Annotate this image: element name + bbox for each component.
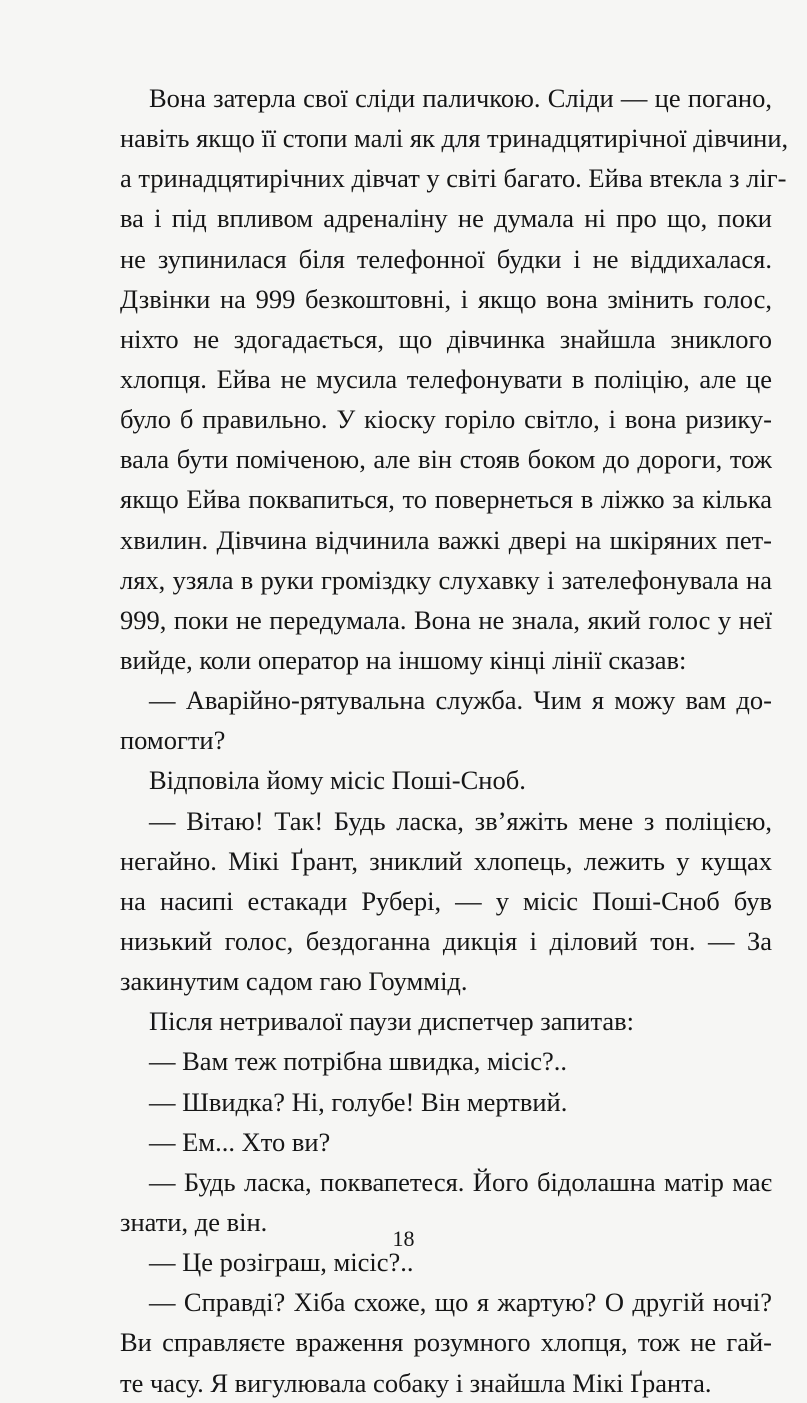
text-line: Вона затерла свої сліди паличкою. Сліди — це погано, bbox=[149, 83, 772, 113]
text-line: вийде, коли оператор на іншому кінці лінії сказав: bbox=[120, 644, 687, 675]
text-line: 999, поки не передумала. Вона не знала, який голос у неї bbox=[120, 604, 772, 635]
text-line: помогти? bbox=[120, 725, 226, 756]
text-line: вала бути поміченою, але він стояв боком до дороги, тож bbox=[120, 444, 772, 475]
text-line: хлопця. Ейва не мусила телефонувати в поліцію, але це bbox=[120, 363, 772, 394]
text-line: лях, узяла в руки громіздку слухавку і зателефонувала на bbox=[120, 564, 772, 595]
dialogue-line: — Швидка? Ні, голубе! Він мертвий. bbox=[149, 1086, 568, 1117]
text-line: низький голос, бездоганна дикція і діловий тон. — За bbox=[120, 925, 772, 956]
text-line: не зупинилася біля телефонної будки і не віддихалася. bbox=[120, 243, 772, 274]
dialogue-line: — Вітаю! Так! Будь ласка, зв’яжіть мене з поліцією, bbox=[149, 805, 772, 836]
text-line: якщо Ейва поквапиться, то повернеться в ліжко за кілька bbox=[120, 484, 772, 515]
body-text bbox=[120, 78, 789, 1403]
text-line: Після нетривалої паузи диспетчер запитав: bbox=[149, 1006, 635, 1037]
page-number: 18 bbox=[392, 1226, 415, 1251]
text-line: негайно. Мікі Ґрант, зниклий хлопець, лежить у кущах bbox=[120, 845, 772, 876]
text-line: закинутим садом гаю Гоуммід. bbox=[120, 966, 468, 997]
dialogue-line: — Аварійно-рятувальна служба. Чим я можу вам до- bbox=[149, 685, 772, 716]
text-line: Ви справляєте враження розумного хлопця, тож не гай- bbox=[120, 1327, 772, 1358]
text-line: ніхто не здогадається, що дівчинка знайшла зниклого bbox=[120, 323, 772, 354]
text-line: те часу. Я вигулювала собаку і знайшла Мікі Ґранта. bbox=[120, 1367, 712, 1398]
dialogue-line: — Справді? Хіба схоже, що я жартую? О другій ночі? bbox=[149, 1287, 772, 1318]
text-line: було б правильно. У кіоску горіло світло, і вона ризику- bbox=[120, 404, 772, 435]
dialogue-line: — Це розіграш, місіс?.. bbox=[149, 1247, 414, 1278]
text-line: хвилин. Дівчина відчинила важкі двері на шкіряних пет- bbox=[120, 524, 772, 555]
text-line: ва і під впливом адреналіну не думала ні про що, поки bbox=[120, 203, 772, 234]
text-line: знати, де він. bbox=[120, 1206, 268, 1237]
dialogue-line: — Будь ласка, поквапетеся. Його бідолашна матір має bbox=[149, 1166, 772, 1197]
text-line: а тринадцятирічних дівчат у світі багато. Ейва втекла з ліг- bbox=[120, 163, 787, 194]
text-line: навіть якщо її стопи малі як для тринадцятирічної дівчини, bbox=[120, 123, 789, 154]
text-line: Відповіла йому місіс Поші-Сноб. bbox=[149, 765, 526, 796]
dialogue-line: — Вам теж потрібна швидка, місіс?.. bbox=[149, 1046, 567, 1077]
dialogue-line: — Ем... Хто ви? bbox=[149, 1126, 331, 1157]
text-line: на насипі естакади Рубері, — у місіс Поші-Сноб був bbox=[120, 885, 772, 916]
text-line: Дзвінки на 999 безкоштовні, і якщо вона змінить голос, bbox=[120, 283, 772, 314]
